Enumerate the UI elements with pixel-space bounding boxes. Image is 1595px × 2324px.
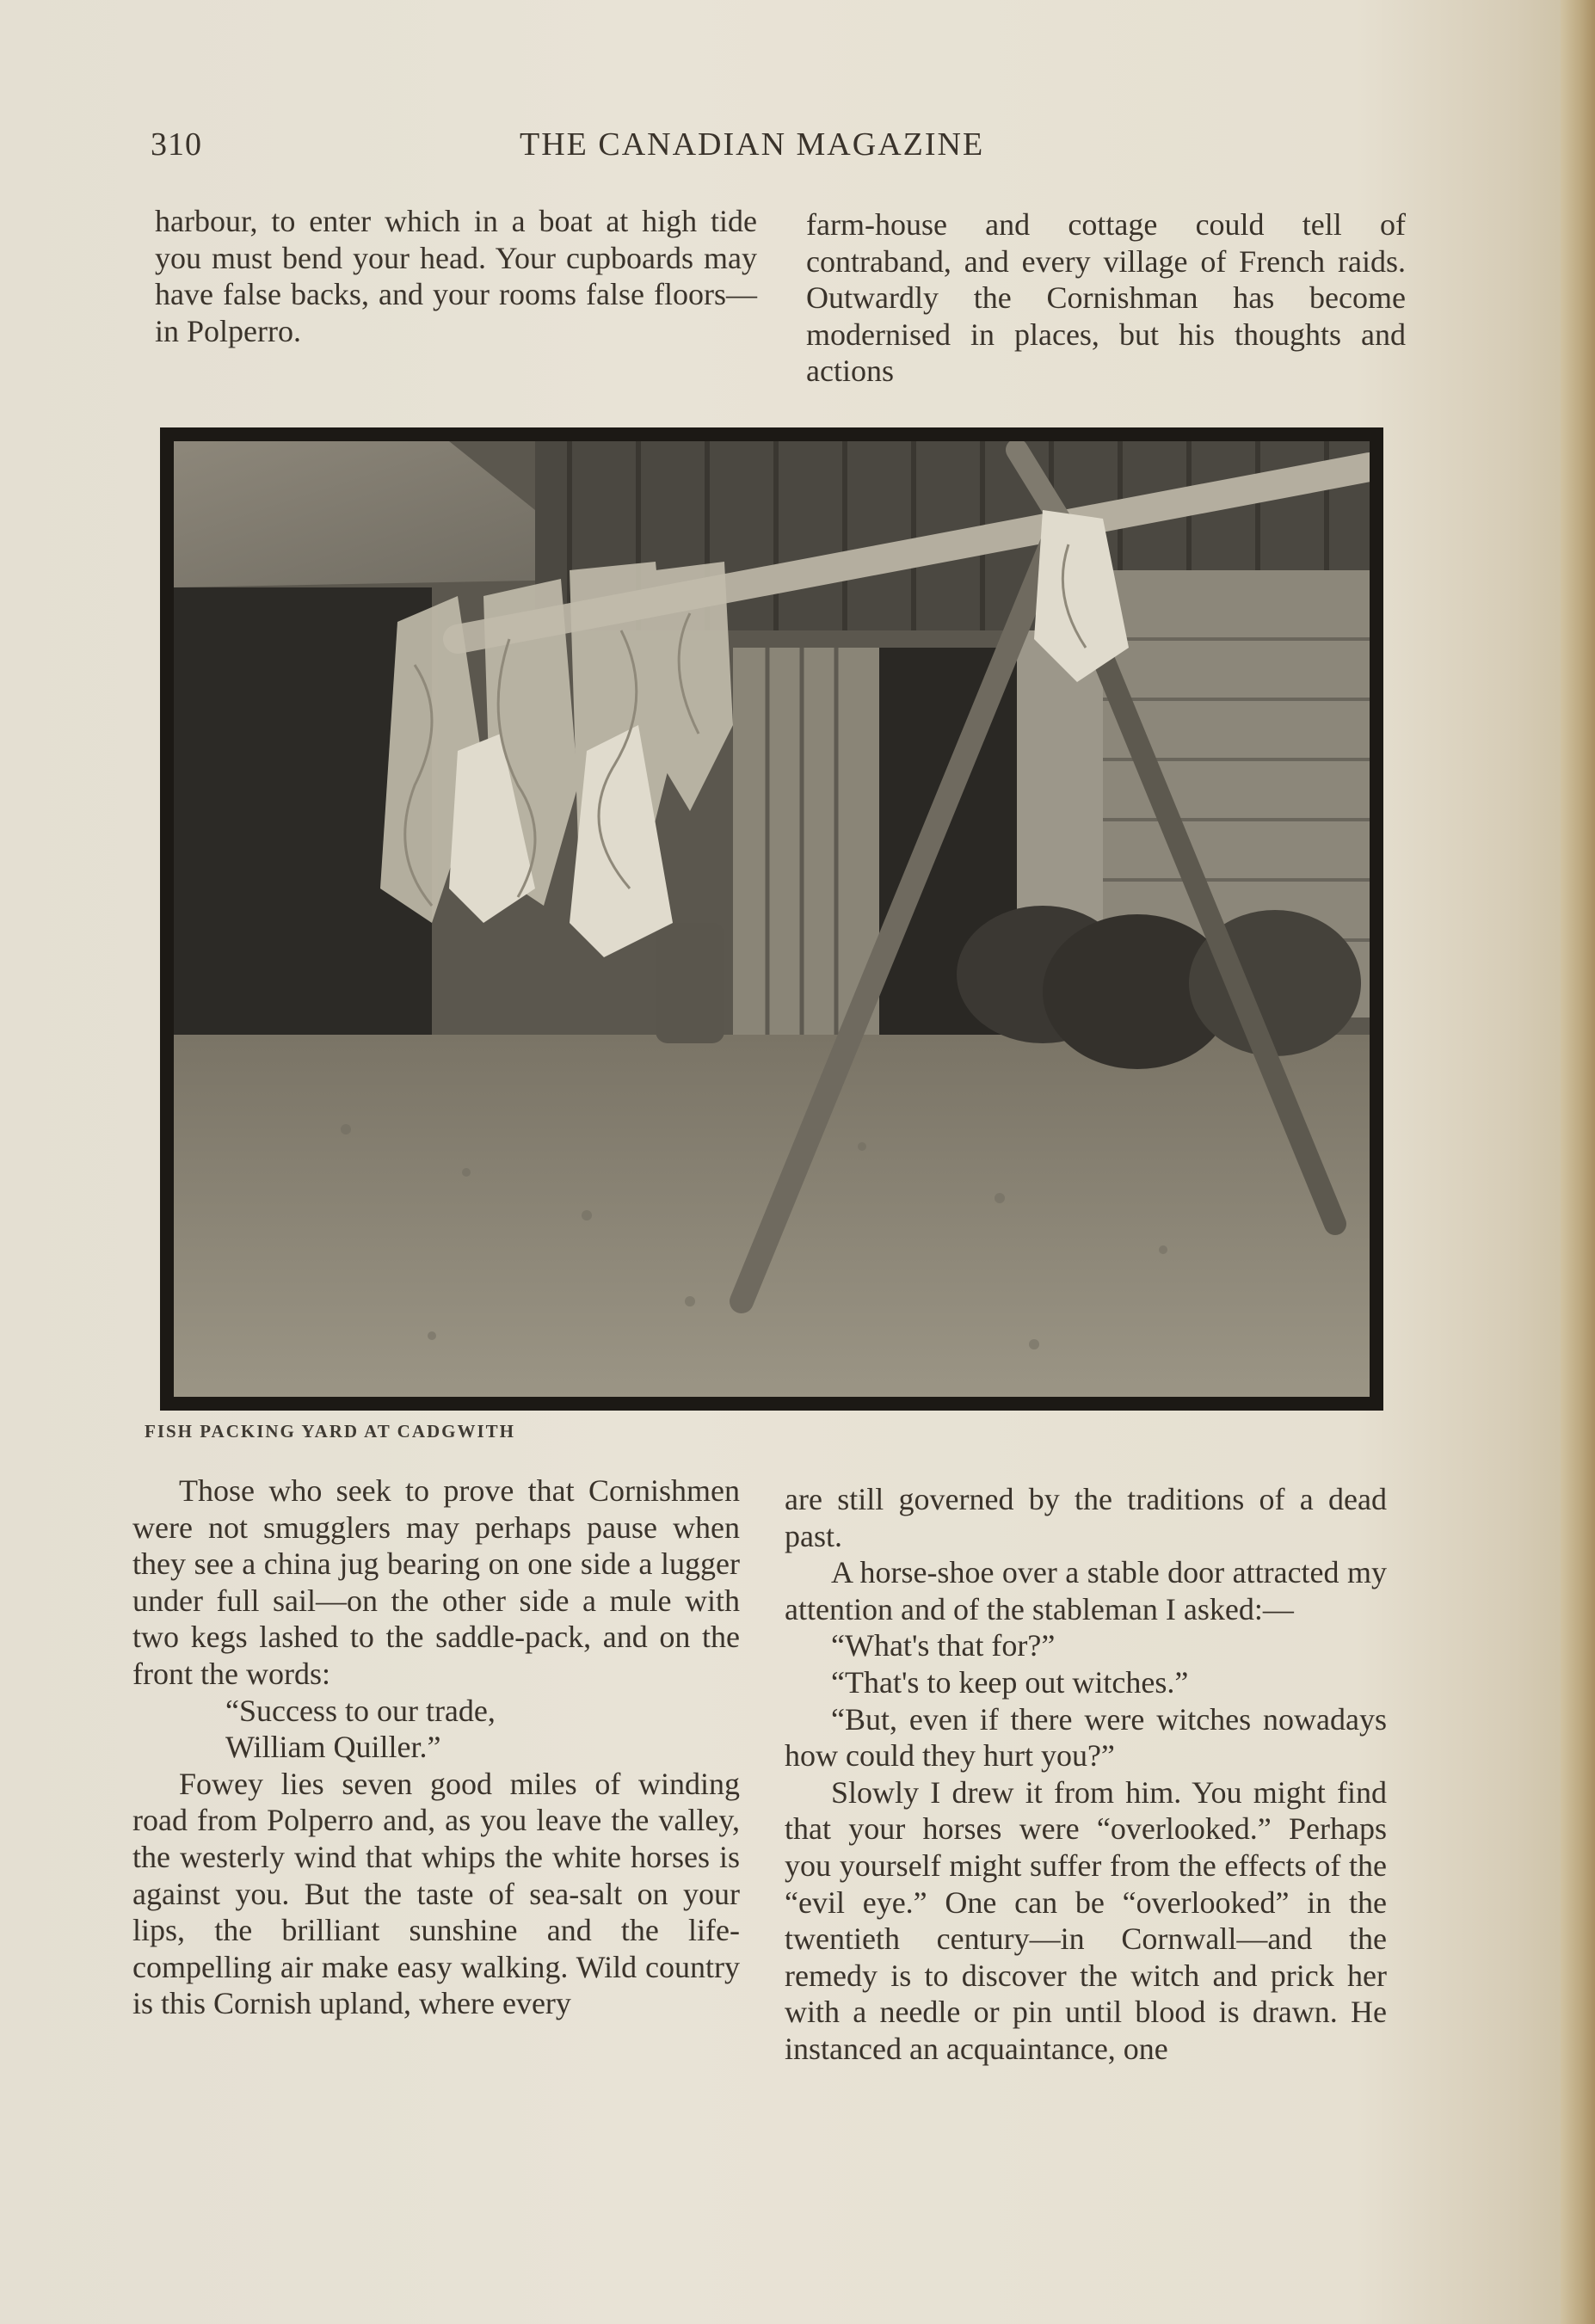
paragraph: Slowly I drew it from him. You might find that your horses were “overlooked.” Perhaps you yourself might suffer from the effects of the “evil eye.” One can be “overlooked” in the twentieth century—in Cornwall—and the remedy is to discover the witch and prick her with a needle or pin until blood is drawn. He instanced an acquaintance, one [785,1774,1387,2066]
running-title: THE CANADIAN MAGAZINE [520,126,985,163]
paragraph: Fowey lies seven good miles of winding road from Polperro and, as you leave the valley, the westerly wind that whips the white horses is against you. But the taste of sea-salt on your lips, the brilliant sunshine and the life-compelling air make easy walking. Wild country is this Cornish upland, where every [132,1766,740,2021]
figure-caption: FISH PACKING YARD AT CADGWITH [145,1421,515,1442]
top-right-text [806,206,1406,390]
dialogue-line: “What's that for?” [831,1628,1056,1663]
photo-image [174,441,1370,1397]
verse-line: William Quiller.” [225,1730,441,1765]
left-column [132,1472,740,2022]
right-column [785,1481,1387,2068]
page-edge [1561,0,1595,2324]
page-number: 310 [151,126,202,163]
verse-line: “Success to our trade, [225,1693,496,1728]
paragraph: Those who seek to prove that Cornishmen were not smugglers may perhaps pause when they see a china jug bearing on one side a lugger under full sail—on the other side a mule with two kegs lashed to the saddle-pack, and on the front the words: [132,1473,740,1691]
paragraph: are still governed by the traditions of a dead past. [785,1482,1387,1553]
paragraph: farm-house and cottage could tell of contraband, and every village of French raids. Outwardly the Cornishman has become modernised in places, but his thoughts and actions [806,207,1406,389]
paragraph: harbour, to enter which in a boat at high tide you must bend your head. Your cupboards may have false backs, and your rooms false floors—in Polperro. [155,204,757,348]
dialogue-line: “That's to keep out witches.” [831,1664,1189,1700]
top-left-text [155,203,757,349]
fish-yard-photograph [160,427,1383,1411]
dialogue-line: “But, even if there were witches nowadays how could they hurt you?” [785,1701,1387,1774]
paragraph: A horse-shoe over a stable door attracted my attention and of the stableman I asked:— [785,1555,1387,1626]
